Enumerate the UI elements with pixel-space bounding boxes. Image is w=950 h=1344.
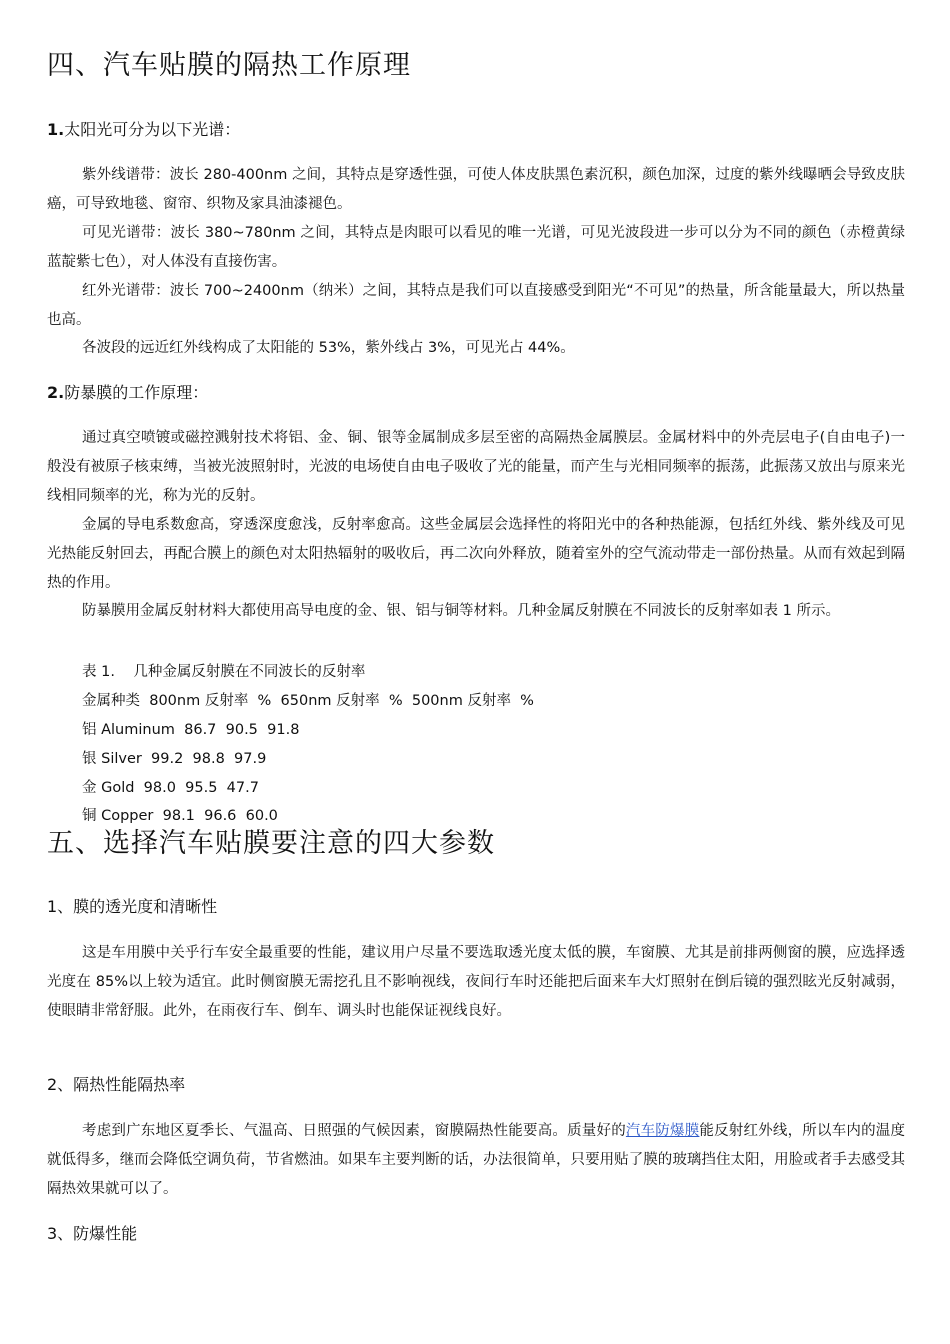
paragraph-metal-reflectance: 金属的导电系数愈高，穿透深度愈浅，反射率愈高。这些金属层会选择性的将阳光中的各种热能源，包括红外线、紫外线及可见光热能反射回去，再配合膜上的颜色对太阳热辐射的吸收后，再二次向外释放，随着室外的空气流动带走一部份热量。从而有效起到隔热的作用。 <box>47 517 905 591</box>
section-4-title: 四、汽车贴膜的隔热工作原理 <box>47 50 411 81</box>
heat-text-after-link: 能反射红外线，所以车内的温度就低得多，继而会降低空调负荷，节省燃油。如果车主要判断的话，办法很简单，只要用贴了膜的玻璃挡住太阳，用脸或者手去感受其隔热效果就可以了。 <box>47 1123 906 1197</box>
subheading-text: 防暴膜的工作原理： <box>64 383 209 402</box>
paragraph-transmittance: 这是车用膜中关乎行车安全最重要的性能，建议用户尽量不要选取透光度太低的膜，车窗膜、尤其是前排两侧窗的膜，应选择透光度在 85%以上较为适宜。此时侧窗膜无需挖孔且不影响视线，夜间行车时还能把后面来车大灯照射在倒后镜的强烈眩光反射减弱，使眼睛非常舒服。此外，在雨夜行车、倒车、调头时也能保证视线良好。 <box>47 945 905 1019</box>
paragraph-uv-band: 紫外线谱带：波长 280-400nm 之间，其特点是穿透性强，可使人体皮肤黑色素沉积，颜色加深，过度的紫外线曝晒会导致皮肤癌，可导致地毯、窗帘、织物及家具油漆褪色。 <box>47 167 905 212</box>
subheading-number: 2. <box>47 383 65 402</box>
table-row-silver: 银 Silver 99.2 98.8 97.9 <box>82 751 267 767</box>
paragraph-heat-insulation <box>47 1117 905 1204</box>
subheading-explosion-proof: 3、防爆性能 <box>47 1224 138 1243</box>
table-row-gold: 金 Gold 98.0 95.5 47.7 <box>82 780 259 796</box>
subheading-solar-spectrum <box>47 117 240 140</box>
subheading-film-principle <box>47 380 208 403</box>
heat-text-before-link: 考虑到广东地区夏季长、气温高、日照强的气候因素，窗膜隔热性能要高。质量好的 <box>82 1123 626 1139</box>
section-5-title: 五、选择汽车贴膜要注意的四大参数 <box>47 828 495 859</box>
subheading-heat-insulation: 2、隔热性能隔热率 <box>47 1075 186 1094</box>
table-caption: 表 1. 几种金属反射膜在不同波长的反射率 <box>82 664 366 680</box>
subheading-number: 1. <box>47 120 65 139</box>
paragraph-energy-ratio: 各波段的远近红外线构成了太阳能的 53%，紫外线占 3%，可见光占 44%。 <box>82 340 575 356</box>
paragraph-visible-band: 可见光谱带：波长 380~780nm 之间，其特点是肉眼可以看见的唯一光谱，可见光波段进一步可以分为不同的颜色（赤橙黄绿蓝靛紫七色），对人体没有直接伤害。 <box>47 225 905 270</box>
paragraph-reflective-materials: 防暴膜用金属反射材料大都使用高导电度的金、银、铝与铜等材料。几种金属反射膜在不同波长的反射率如表 1 所示。 <box>82 603 840 619</box>
table-header: 金属种类 800nm 反射率 % 650nm 反射率 % 500nm 反射率 % <box>82 693 534 709</box>
paragraph-vacuum-coating: 通过真空喷镀或磁控溅射技术将铝、金、铜、银等金属制成多层至密的高隔热金属膜层。金属材料中的外壳层电子(自由电子)一般没有被原子核束缚，当被光波照射时，光波的电场使自由电子吸收了光的能量，而产生与光相同频率的振荡，此振荡又放出与原来光线相同频率的光，称为光的反射。 <box>47 430 905 504</box>
paragraph-infrared-band: 红外光谱带：波长 700~2400nm（纳米）之间，其特点是我们可以直接感受到阳光“不可见”的热量，所含能量最大，所以热量也高。 <box>47 283 905 328</box>
table-row-aluminum: 铝 Aluminum 86.7 90.5 91.8 <box>82 722 300 738</box>
subheading-transmittance: 1、膜的透光度和清晰性 <box>47 897 218 916</box>
explosion-proof-film-link[interactable]: 汽车防爆膜 <box>625 1123 700 1139</box>
subheading-text: 太阳光可分为以下光谱： <box>64 120 241 139</box>
table-row-copper: 铜 Copper 98.1 96.6 60.0 <box>82 808 278 824</box>
